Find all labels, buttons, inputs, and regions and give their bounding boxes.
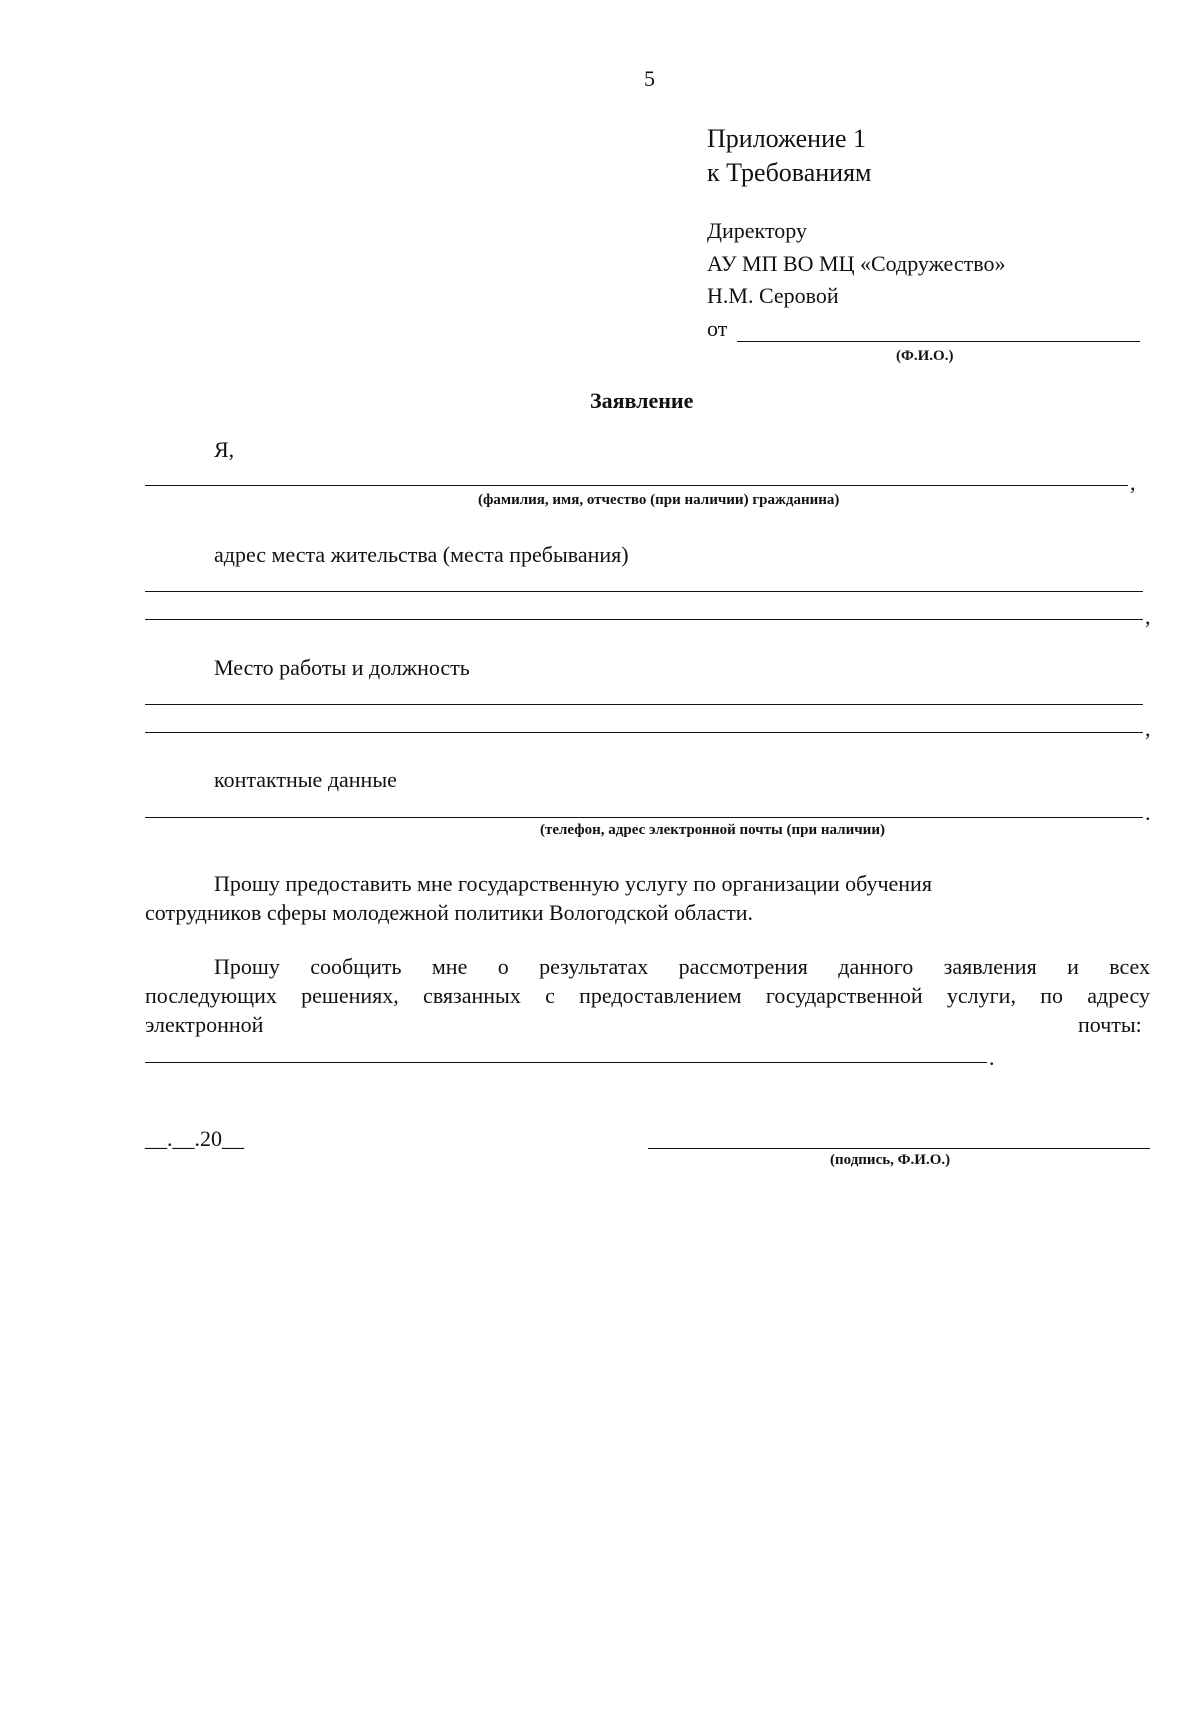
request-paragraph-1-line-1: Прошу предоставить мне государственную услугу по организации обучения [214, 871, 932, 896]
name-caption: (фамилия, имя, отчество (при наличии) гражданина) [478, 492, 840, 508]
request-paragraph-1-line-2: сотрудников сферы молодежной политики Вологодской области. [145, 900, 754, 925]
appendix-line-1: Приложение 1 [707, 124, 867, 153]
email-fill-line[interactable] [145, 1062, 987, 1063]
appendix-line-2: к Требованиям [707, 158, 872, 187]
addressee-line-3: Н.М. Серовой [707, 283, 839, 308]
request-paragraph-2-line-3-right: почты: [1078, 1012, 1142, 1037]
contacts-fill-line[interactable] [145, 817, 1143, 818]
address-label: адрес места жительства (места пребывания) [214, 542, 629, 567]
work-label: Место работы и должность [214, 655, 470, 680]
document-title: Заявление [590, 388, 694, 413]
from-caption: (Ф.И.О.) [896, 348, 954, 364]
from-fill-line[interactable] [737, 341, 1140, 342]
addressee-line-1: Директору [707, 218, 807, 243]
from-label: от [707, 316, 728, 341]
signature-caption: (подпись, Ф.И.О.) [830, 1152, 951, 1168]
request-paragraph-2-line-3-left: электронной [145, 1012, 264, 1037]
name-comma: , [1130, 470, 1136, 495]
contacts-period: . [1145, 800, 1151, 825]
name-fill-line[interactable] [145, 485, 1128, 486]
i-label: Я, [214, 437, 235, 462]
address-fill-line-2[interactable] [145, 619, 1143, 620]
page-number: 5 [644, 66, 655, 91]
addressee-line-2: АУ МП ВО МЦ «Содружество» [707, 251, 1006, 276]
email-period: . [989, 1045, 995, 1070]
request-paragraph-2-line-1: Прошу сообщить мне о результатах рассмотрения данного заявления и всех [214, 954, 1150, 979]
work-comma: , [1145, 716, 1151, 741]
request-paragraph-2-line-2: последующих решениях, связанных с предоставлением государственной услуги, по адресу [145, 983, 1150, 1008]
address-fill-line-1[interactable] [145, 591, 1143, 592]
date-field[interactable]: __.__.20__ [145, 1126, 244, 1151]
work-fill-line-2[interactable] [145, 732, 1143, 733]
contacts-caption: (телефон, адрес электронной почты (при наличии) [540, 822, 885, 838]
work-fill-line-1[interactable] [145, 704, 1143, 705]
address-comma: , [1145, 604, 1151, 629]
signature-fill-line[interactable] [648, 1148, 1150, 1149]
contacts-label: контактные данные [214, 767, 397, 792]
